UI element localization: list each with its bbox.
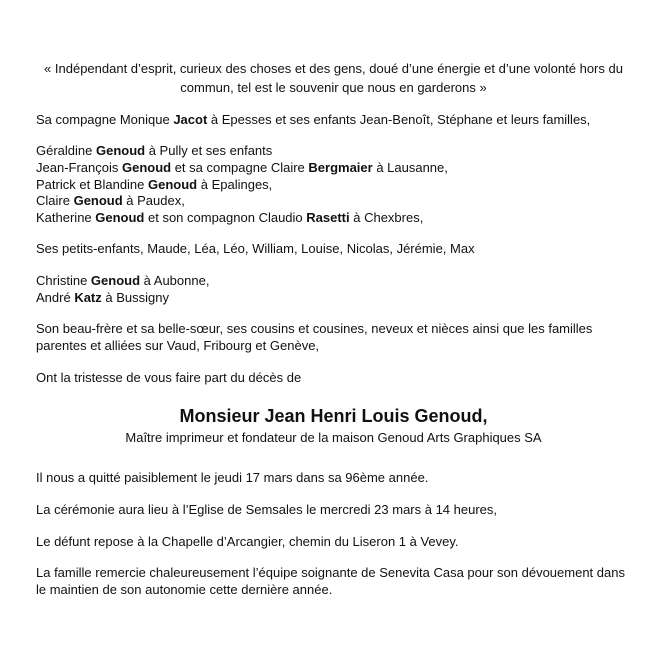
text-segment: Claire: [36, 193, 74, 209]
family-name: Rasetti: [306, 209, 350, 225]
family-line: [36, 193, 631, 210]
family-line: [36, 290, 631, 307]
relatives-paragraph: Son beau-frère et sa belle-sœur, ses cousins et cousines, neveux et nièces ainsi que les familles parentes et alliées sur Vaud, Fribourg et Genève,: [36, 321, 593, 353]
family-line: [36, 160, 631, 177]
text-segment: Géraldine: [36, 143, 96, 159]
text-segment: Jean-François: [36, 159, 122, 175]
family-line: [36, 210, 631, 227]
text-segment: Christine: [36, 273, 91, 289]
text-segment: André: [36, 289, 75, 305]
family-line: [36, 177, 631, 194]
text-segment: à Aubonne,: [140, 273, 210, 289]
text-segment: à Epesses et ses enfants Jean-Benoît, Stéphane et leurs familles,: [207, 111, 591, 127]
text-segment: et sa compagne Claire: [171, 159, 309, 175]
text-segment: Patrick et Blandine: [36, 176, 149, 192]
text-segment: à Lausanne,: [372, 159, 448, 175]
deceased-title: Maître imprimeur et fondateur de la maison Genoud Arts Graphiques SA: [125, 429, 542, 445]
text-segment: Sa compagne Monique: [36, 111, 174, 127]
text-segment: et son compagnon Claudio: [144, 209, 307, 225]
family-name: Genoud: [90, 273, 141, 289]
children-list: [36, 143, 631, 226]
family-line: [36, 143, 631, 160]
family-name: Genoud: [121, 159, 172, 175]
thanks-paragraph: La famille remercie chaleureusement l’équipe soignante de Senevita Casa pour son dévouement dans le maintien de son autonomie cette dernière année.: [36, 565, 625, 597]
grandchildren-line: Ses petits-enfants, Maude, Léa, Léo, William, Louise, Nicolas, Jérémie, Max: [36, 241, 475, 257]
ceremony-paragraph: La cérémonie aura lieu à l’Eglise de Semsales le mercredi 23 mars à 14 heures,: [36, 502, 498, 518]
text-segment: à Epalinges,: [197, 176, 273, 192]
text-segment: à Pully et ses enfants: [145, 143, 273, 159]
memorial-quote: « Indépendant d’esprit, curieux des choses et des gens, doué d’une énergie et d’une volonté hors du commun, tel est le souvenir que nous en garderons »: [44, 61, 623, 95]
text-segment: à Paudex,: [122, 193, 185, 209]
text-segment: Katherine: [36, 209, 96, 225]
text-segment: à Bussigny: [101, 289, 169, 305]
deceased-name: Monsieur Jean Henri Louis Genoud,: [179, 406, 488, 427]
family-name: Genoud: [95, 143, 146, 159]
companion-line: [36, 112, 631, 129]
text-segment: à Chexbres,: [349, 209, 424, 225]
family-name: Genoud: [148, 176, 198, 192]
repose-paragraph: Le défunt repose à la Chapelle d’Arcangier, chemin du Liseron 1 à Vevey.: [36, 533, 459, 549]
family-line: [36, 273, 631, 290]
family-name: Jacot: [173, 111, 208, 127]
family-name: Genoud: [73, 193, 123, 209]
family-name: Genoud: [95, 209, 145, 225]
announcement-intro: Ont la tristesse de vous faire part du décès de: [36, 369, 302, 385]
other-family-list: [36, 273, 631, 306]
passing-paragraph: Il nous a quitté paisiblement le jeudi 17 mars dans sa 96ème année.: [36, 470, 429, 486]
family-name: Katz: [74, 289, 102, 305]
family-name: Bergmaier: [308, 159, 373, 175]
